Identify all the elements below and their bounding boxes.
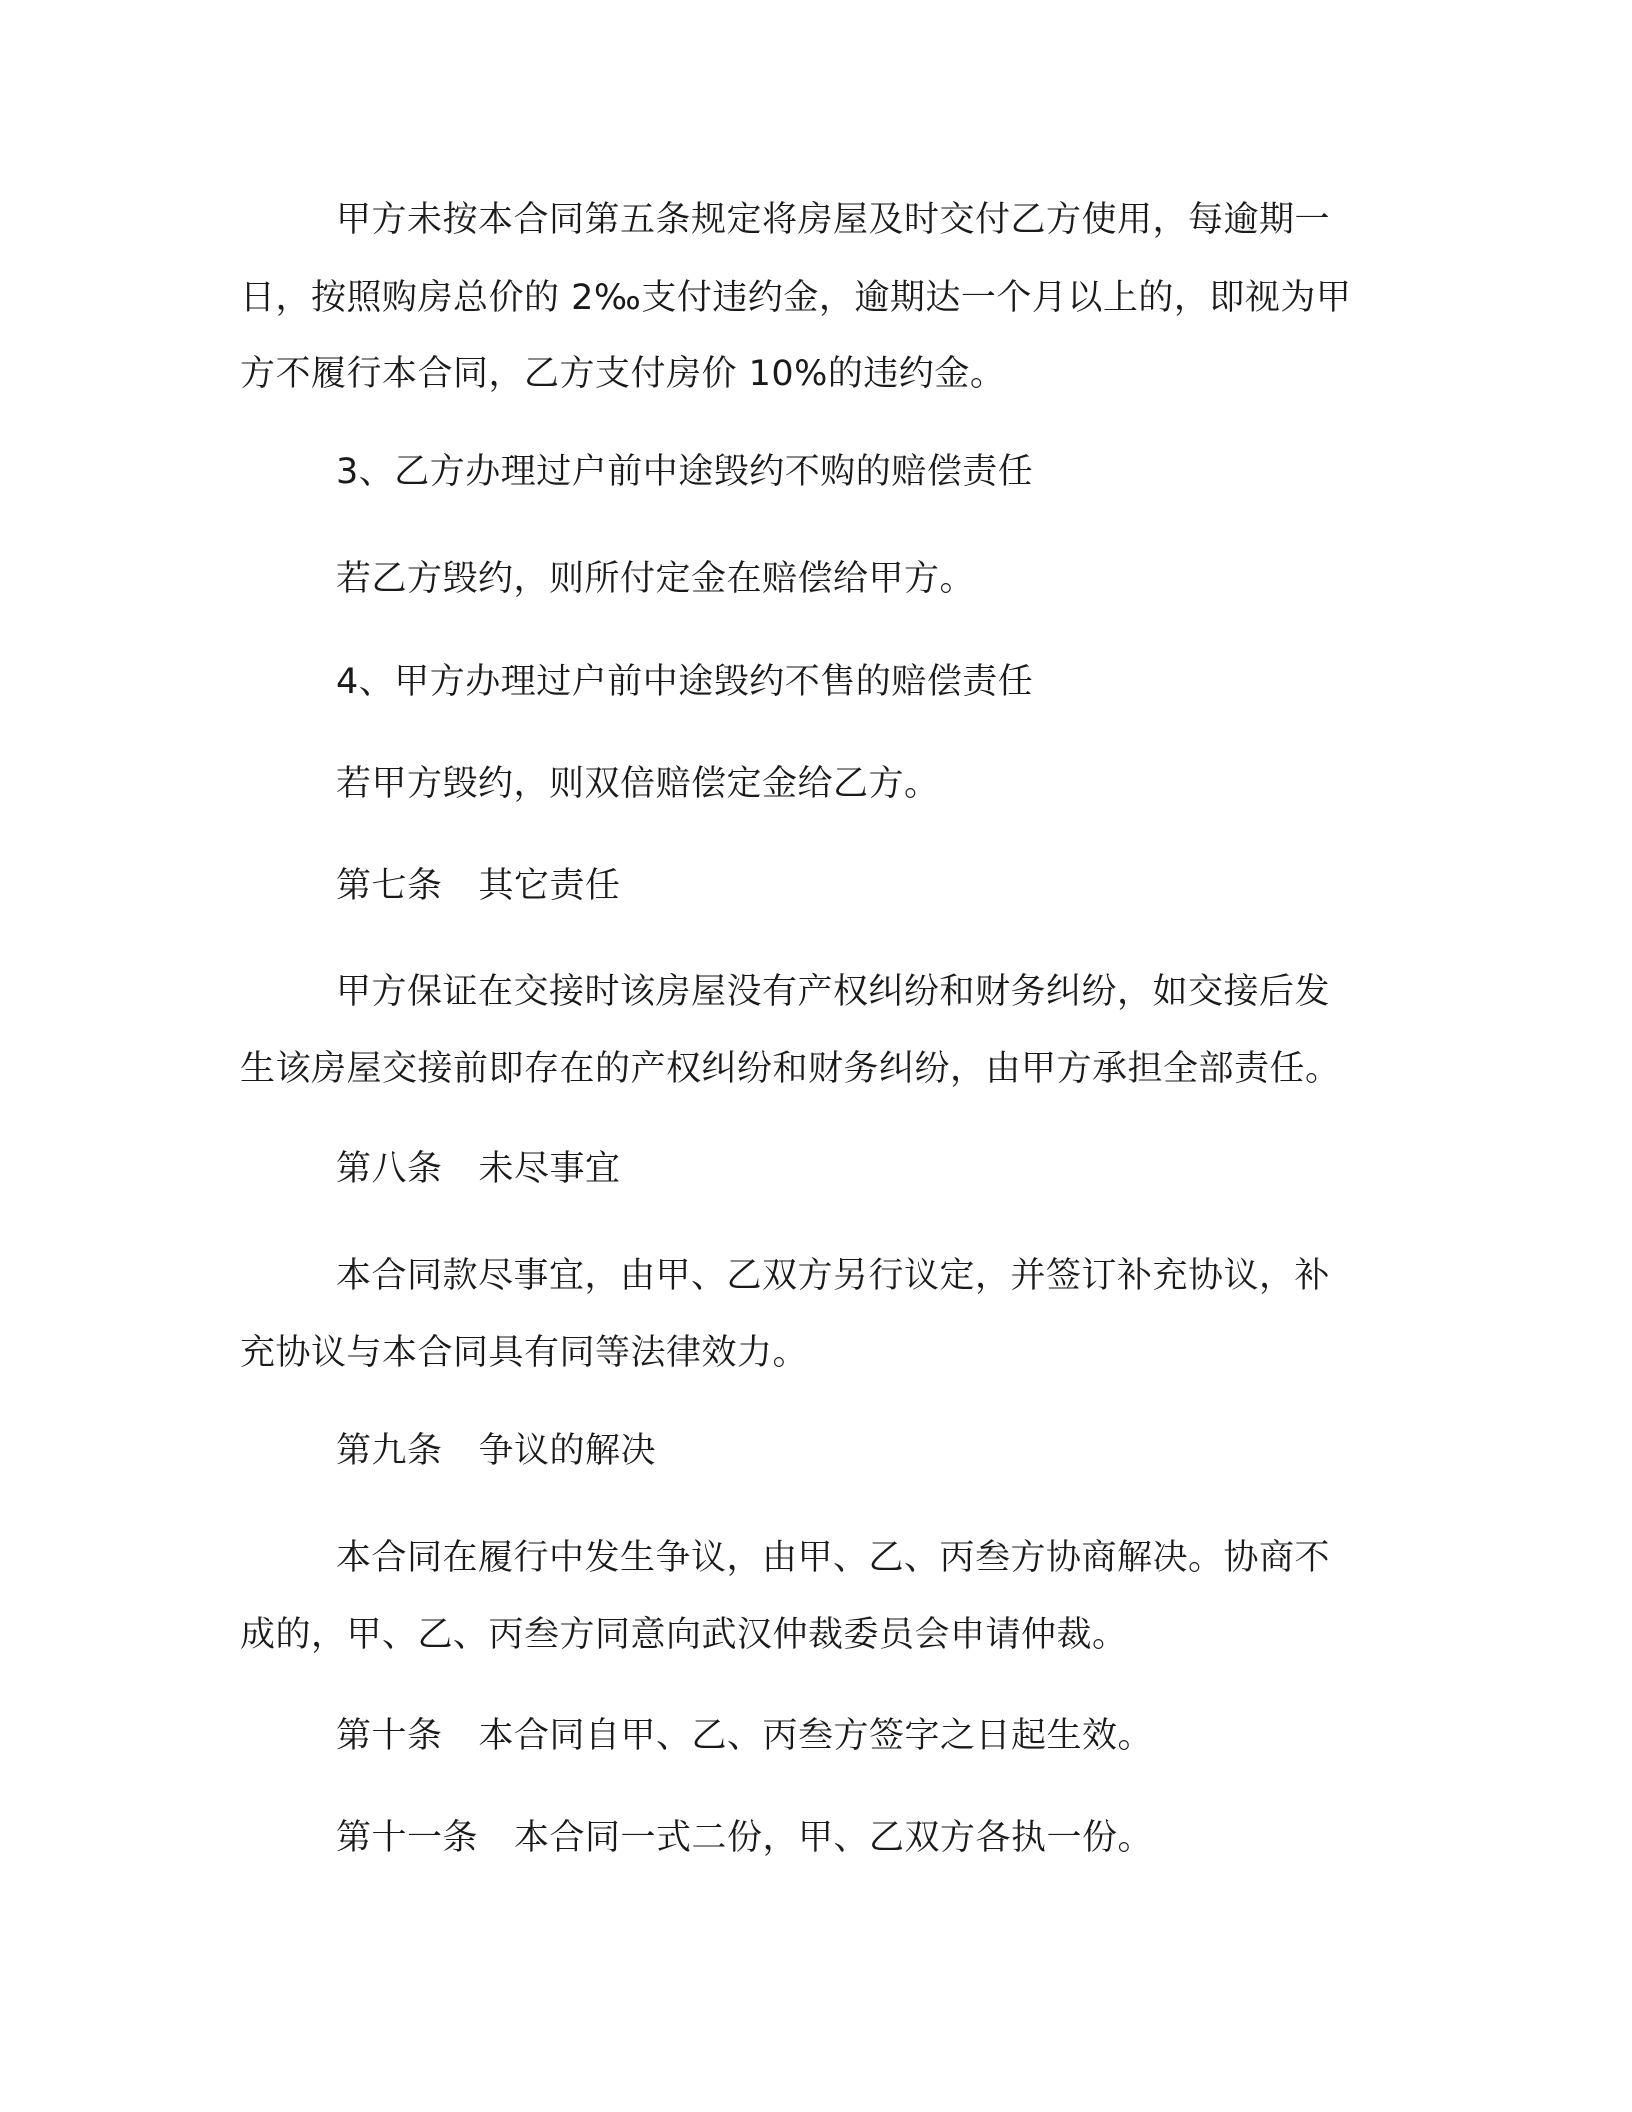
article-heading [336,1816,1153,1860]
paragraph-line: 本合同在履行中发生争议，由甲、乙、丙叁方协商解决。协商不 [336,1538,1331,1578]
article-number: 第九条 [336,1431,443,1471]
article-title: 本合同自甲、乙、丙叁方签字之日起生效。 [478,1716,1154,1756]
article-number: 第七条 [336,866,443,906]
paragraph-line: 方不履行本合同，乙方支付房价 10%的违约金。 [240,354,1006,394]
article-heading [336,1147,621,1191]
paragraph-line: 甲方未按本合同第五条规定将房屋及时交付乙方使用，每逾期一 [336,200,1331,240]
article-heading [336,1429,656,1473]
paragraph-line: 生该房屋交接前即存在的产权纠纷和财务纠纷，由甲方承担全部责任。 [240,1049,1341,1089]
article-heading [336,864,621,908]
article-number: 第十一条 [336,1818,479,1858]
paragraph-line: 本合同款尽事宜，由甲、乙双方另行议定，并签订补充协议，补 [336,1256,1331,1296]
paragraph-line: 若乙方毁约，则所付定金在赔偿给甲方。 [336,559,976,599]
clause-heading: 3、乙方办理过户前中途毁约不购的赔偿责任 [336,452,1034,492]
article-number: 第十条 [336,1716,443,1756]
paragraph-line: 充协议与本合同具有同等法律效力。 [240,1333,809,1373]
paragraph-line: 若甲方毁约，则双倍赔偿定金给乙方。 [336,764,940,804]
article-title: 争议的解决 [478,1431,657,1471]
paragraph-line: 成的，甲、乙、丙叁方同意向武汉仲裁委员会申请仲裁。 [240,1615,1128,1655]
paragraph-line: 日，按照购房总价的 2‰支付违约金，逾期达一个月以上的，即视为甲 [240,278,1352,318]
article-heading [336,1714,1153,1758]
article-number: 第八条 [336,1149,443,1189]
article-title: 未尽事宜 [478,1149,621,1189]
article-title: 其它责任 [478,866,621,906]
paragraph-line: 甲方保证在交接时该房屋没有产权纠纷和财务纠纷，如交接后发 [336,972,1331,1012]
clause-heading: 4、甲方办理过户前中途毁约不售的赔偿责任 [336,662,1034,702]
article-title: 本合同一式二份，甲、乙双方各执一份。 [514,1818,1154,1858]
